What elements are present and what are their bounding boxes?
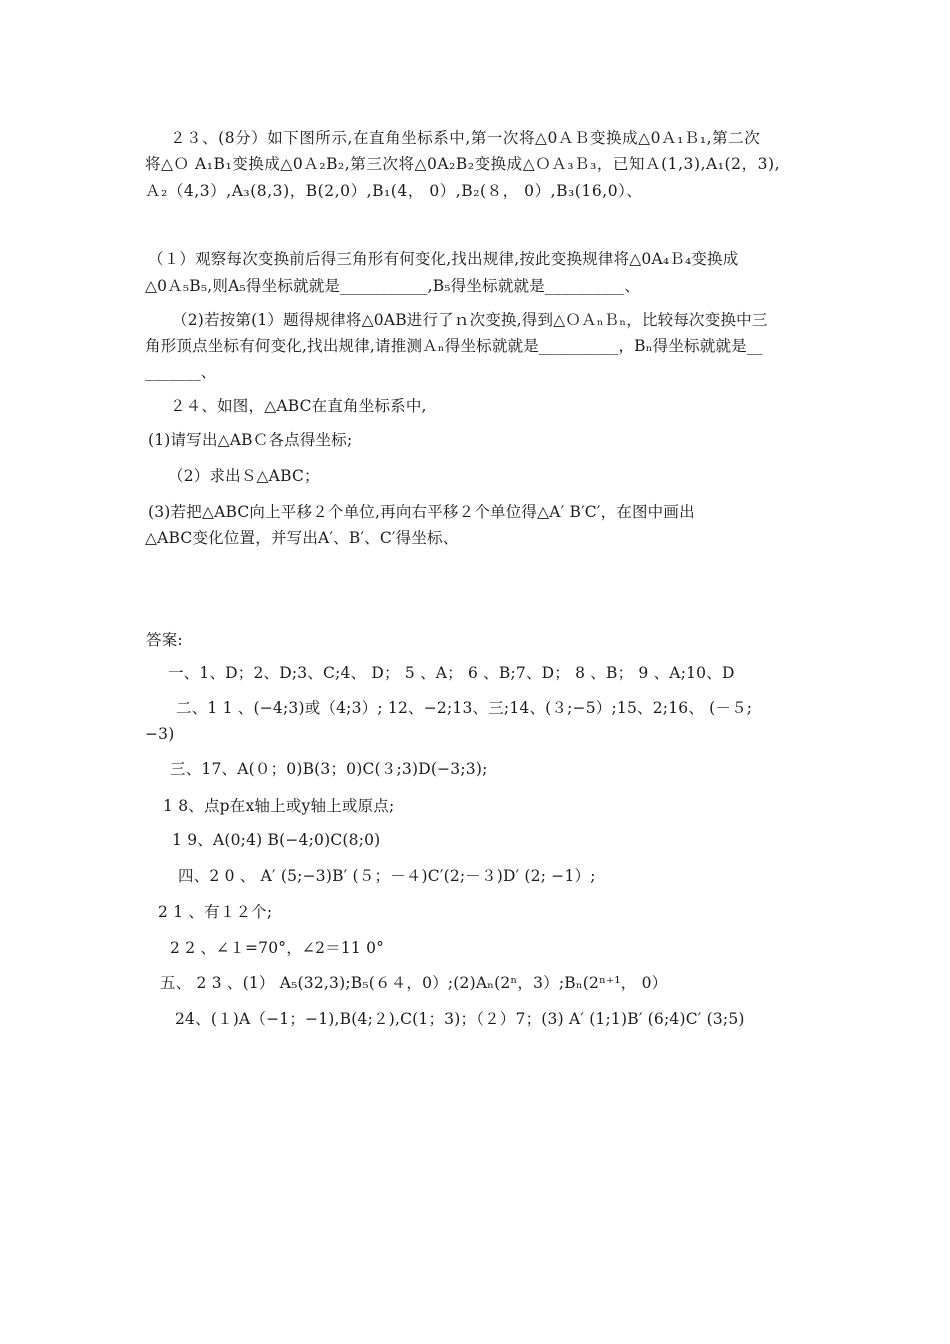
question-24-part-1: (1)请写出△ABＣ各点得坐标;	[148, 431, 353, 449]
question-23-line-2: 将△Ｏ A₁B₁变换成△0Ａ₂B₂,第三次将△0A₂B₂变换成△ＯＡ₃Ｂ₃，已知Ａ(1,3),A₁(2，3),	[145, 155, 781, 173]
answer-19: 1 9、A(0;4) B(−4;0)C(8;0)	[172, 831, 381, 849]
question-23-line-1: ２３、(8分）如下图所示,在直角坐标系中,第一次将△0ＡＢ变换成△0Ａ₁Ｂ₁,第二次	[170, 129, 761, 147]
answers-heading: 答案:	[146, 631, 183, 649]
question-24-part-3-line-2: △ABC变化位置，并写出A′、B′、C′得坐标、	[145, 529, 459, 547]
question-23-part-1-line-2: △0Ａ₅B₅,则A₅得坐标就就是___________,B₅得坐标就就是__________、	[145, 277, 641, 295]
question-23-part-2-line-3: _______、	[145, 363, 217, 381]
answer-part-5-23: 五、 2 3 、(1） A₅(32,3);B₅(６４，0）;(2)Aₙ(2ⁿ，3）;Bₙ(2ⁿ⁺¹， 0）	[160, 974, 668, 992]
question-24-part-3-line-1: (3)若把△ABC向上平移２个单位,再向右平移２个单位得△A′ B′C′，在图中画出	[148, 503, 695, 521]
answer-part-2-line-1: 二、1 1 、(−4;3)或（4;3）; 12、−2;13、三;14、(３;−5）;15、2;16、 (－５;	[176, 699, 753, 717]
answer-part-3: 三、17、A(０；0)B(3；0)C(３;3)D(−3;3);	[170, 760, 488, 778]
answer-18: 1 8、点p在x轴上或y轴上或原点;	[163, 797, 395, 815]
question-24-part-2: （2）求出Ｓ△ABC；	[168, 467, 320, 485]
question-23-line-3: Ａ₂（4,3）,A₃(8,3)，B(2,0）,B₁(4， 0）,B₂(８， 0）,B₃(16,0）、	[145, 182, 643, 200]
question-23-part-2-line-1: （2)若按第(1）题得规律将△0AB进行了ｎ次变换,得到△ＯＡₙＢₙ，比较每次变换中三	[172, 311, 768, 329]
question-23-part-2-line-2: 角形顶点坐标有何变化,找出规律,请推测Ａₙ得坐标就就是__________，Bₙ得坐标就就是__	[145, 337, 763, 355]
answer-part-1: 一、1、D；2、D;3、C;4、 D； 5 、A； 6 、B;7、D； 8 、B； 9 、A;10、D	[168, 664, 735, 682]
answer-21: 2 1 、有１２个;	[158, 903, 273, 921]
question-23-part-1-line-1: （１）观察每次变换前后得三角形有何变化,找出规律,按此变换规律将△0A₄Ｂ₄变换成	[148, 250, 739, 268]
answer-24: 24、(１)A（−1；−1),B(4;２),C(1；3)；（２）7；(3) A′ (1;1)B′ (6;4)C′ (3;5)	[175, 1010, 745, 1028]
question-24-title: ２４、如图，△ABC在直角坐标系中,	[170, 397, 427, 415]
answer-part-4-20: 四、2 0 、 A′ (5;−3)B′ (５；－４)C′(2;－３)D′ (2; −1）;	[178, 867, 596, 885]
answer-22: 2 2 、∠１=70°，∠2＝11 0°	[170, 939, 385, 957]
answer-part-2-line-2: −3)	[145, 725, 175, 743]
